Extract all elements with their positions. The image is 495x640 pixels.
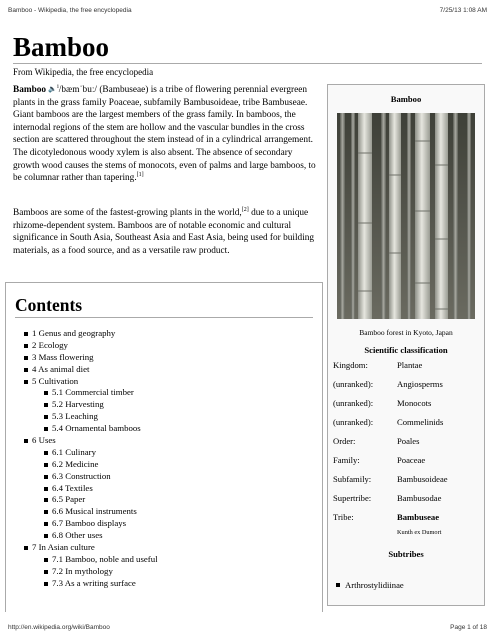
- taxon-value[interactable]: Commelinids: [397, 417, 444, 427]
- pronunciation-link[interactable]: i: [57, 83, 59, 90]
- taxon-row: [328, 355, 484, 374]
- taxon-row: [328, 412, 484, 431]
- bamboo-forest-photo[interactable]: [337, 113, 475, 319]
- taxon-rank: Tribe:: [333, 512, 354, 522]
- contents-list: [32, 328, 158, 590]
- taxobox-caption: Bamboo: [390, 94, 422, 104]
- taxon-row: [328, 393, 484, 412]
- lead-term: Bamboo: [13, 85, 47, 95]
- taxon-value[interactable]: Monocots: [397, 398, 432, 408]
- toc-sublink[interactable]: 6.2 Medicine: [32, 459, 158, 471]
- page-title: Bamboo: [13, 32, 110, 62]
- taxon-rank: Supertribe:: [333, 493, 372, 503]
- citation-link-2[interactable]: [2]: [241, 206, 249, 213]
- print-footer-url: http://en.wikipedia.org/wiki/Bamboo: [8, 624, 110, 631]
- toc-sublink[interactable]: 5.2 Harvesting: [32, 399, 158, 411]
- taxon-rank: Order:: [333, 436, 356, 446]
- toc-sublink[interactable]: 6.7 Bamboo displays: [32, 518, 158, 530]
- toc-sublink[interactable]: 5.3 Leaching: [32, 411, 158, 423]
- taxon-rank: (unranked):: [333, 398, 374, 408]
- toc-link[interactable]: 1 Genus and geography: [32, 328, 158, 340]
- taxon-value[interactable]: Plantae: [397, 360, 423, 370]
- taxon-rank: Family:: [333, 455, 360, 465]
- print-header-date: 7/25/13 1:08 AM: [439, 7, 487, 14]
- second-paragraph: [13, 207, 321, 257]
- taxon-rank: Kingdom:: [333, 360, 368, 370]
- taxon-value[interactable]: Angiosperms: [397, 379, 443, 389]
- toc-sublink[interactable]: 7.3 As a writing surface: [32, 578, 158, 590]
- toc-sublink[interactable]: 7.2 In mythology: [32, 566, 158, 578]
- paragraph-text-a: Bamboos are some of the fastest-growing plants in the world,: [13, 208, 242, 218]
- table-of-contents: [5, 282, 323, 612]
- taxon-rank: (unranked):: [333, 417, 374, 427]
- toc-sublink[interactable]: 6.4 Textiles: [32, 483, 158, 495]
- lead-text: (Bambuseae) is a tribe of flowering perennial evergreen plants in the grass family Poaceae, subfamily Bambusoideae, tribe Bambuseae. Giant bamboos are the largest members of the grass family. In bamboos, the internodal regions of the stem are hollow and the vascular bundles in the cross section are scattered throughout the stem instead of in a cylindrical arrangement. The dicotyledonous woody xylem is also absent. The absence of secondary growth wood causes the stems of monocots, even of palms and large bamboos, to be columnar rather than tapering.: [13, 85, 316, 184]
- toc-link[interactable]: 7 In Asian culture: [32, 542, 158, 554]
- toc-sublink[interactable]: 5.1 Commercial timber: [32, 387, 158, 399]
- contents-divider: [15, 317, 313, 318]
- taxon-value[interactable]: Bambusodae: [397, 493, 442, 503]
- citation-link-1[interactable]: [1]: [136, 172, 144, 179]
- toc-link[interactable]: 5 Cultivation: [32, 376, 158, 388]
- subtribe-item[interactable]: Arthrostylidiinae: [328, 580, 484, 590]
- taxon-value[interactable]: Poaceae: [397, 455, 426, 465]
- toc-sublink[interactable]: 6.5 Paper: [32, 494, 158, 506]
- taxon-authority: Kunth ex Dumort: [397, 529, 442, 536]
- print-footer: [8, 624, 487, 631]
- print-header: [8, 7, 487, 14]
- paragraph-text-b: due to a unique rhizome-dependent system. Bamboos are of notable economic and cultural significance in South Asia, Southeast Asia and East Asia, being used for building materials, as a food source, and as a versatile raw product.: [13, 208, 315, 256]
- lead-paragraph: [13, 83, 321, 185]
- taxon-row: [328, 507, 484, 526]
- taxon-value[interactable]: Poales: [397, 436, 420, 446]
- print-footer-page: Page 1 of 18: [450, 624, 487, 631]
- toc-sublink[interactable]: 6.8 Other uses: [32, 530, 158, 542]
- title-divider: [13, 63, 482, 64]
- ipa-pronunciation[interactable]: /bæmˈbuː/: [58, 85, 98, 95]
- taxon-row: [328, 469, 484, 488]
- subtribes-heading: Subtribes: [388, 549, 424, 559]
- toc-sublink[interactable]: 6.3 Construction: [32, 471, 158, 483]
- toc-sublink[interactable]: 6.6 Musical instruments: [32, 506, 158, 518]
- toc-sublink[interactable]: 6.1 Culinary: [32, 447, 158, 459]
- classification-table: [328, 355, 484, 526]
- speaker-icon[interactable]: 🔈: [48, 85, 58, 93]
- taxon-row: [328, 450, 484, 469]
- page-subtitle: From Wikipedia, the free encyclopedia: [13, 67, 154, 77]
- taxon-row: [328, 488, 484, 507]
- toc-sublink[interactable]: 5.4 Ornamental bamboos: [32, 423, 158, 435]
- taxon-value[interactable]: Bambusoideae: [397, 474, 448, 484]
- taxon-rank: (unranked):: [333, 379, 374, 389]
- toc-link[interactable]: 4 As animal diet: [32, 364, 158, 376]
- taxon-rank: Subfamily:: [333, 474, 372, 484]
- toc-link[interactable]: 3 Mass flowering: [32, 352, 158, 364]
- taxon-row: [328, 374, 484, 393]
- image-caption: Bamboo forest in Kyoto, Japan: [359, 328, 453, 337]
- taxon-value: Bambuseae: [397, 512, 440, 522]
- toc-sublink[interactable]: 7.1 Bamboo, noble and useful: [32, 554, 158, 566]
- taxon-row: [328, 431, 484, 450]
- print-header-title: Bamboo - Wikipedia, the free encyclopedia: [8, 7, 132, 14]
- toc-link[interactable]: 6 Uses: [32, 435, 158, 447]
- contents-heading: Contents: [15, 295, 83, 315]
- taxobox: [327, 84, 485, 606]
- classification-heading: Scientific classification: [364, 345, 448, 355]
- bamboo-forest-illustration: [337, 113, 475, 319]
- toc-link[interactable]: 2 Ecology: [32, 340, 158, 352]
